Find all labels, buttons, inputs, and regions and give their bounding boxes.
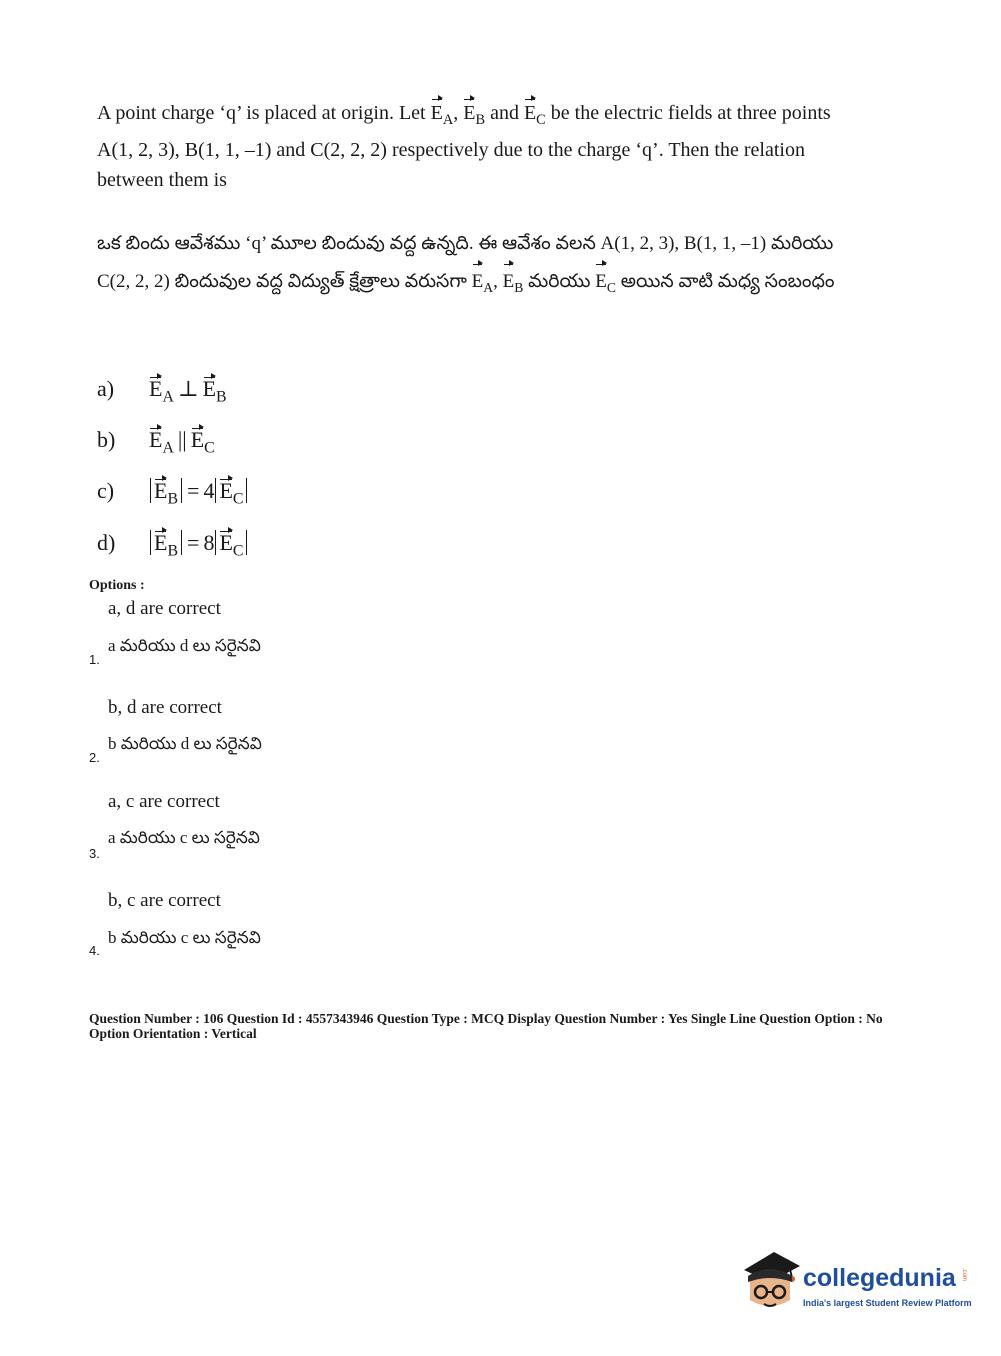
collegedunia-logo-text: collegedunia (803, 1264, 956, 1292)
option-1-english: a, d are correct (108, 598, 221, 619)
option-2-number: 2. (89, 750, 100, 765)
statement-d: d) $E_B = 8$ $E_C$ (97, 530, 248, 561)
question-text-telugu: ఒక బిందు ఆవేశము ‘q’ మూల బిందువు వద్ద ఉన్నది. ఈ ఆవేశం వలన A(1, 2, 3), B(1, 1, –1) మరియు C(2, 2, 2) బిందువుల వద్ద విద్యుత్ క్షేత్రాలు వరుసగా $E_A$, $E_B$ మరియు $E_C$ అయిన వాటి మధ్య సంబంధం (97, 225, 867, 307)
question-text-english: A point charge ‘q’ is placed at origin. Let $E_A$, $E_B$ and $E_C$ be the electric fields at three points A(1, 2, 3), B(1, 1, –1) and C(2, 2, 2) respectively due to the charge ‘q’. Then the relation between them is (97, 98, 867, 195)
statement-a: a) $E_A$ ⊥ $E_B$ (97, 376, 227, 406)
option-2-english: b, d are correct (108, 697, 222, 718)
statement-c: c) $E_B = 4$ $E_C$ (97, 478, 248, 509)
vector-E-A: E (431, 98, 443, 128)
option-3-english: a, c are correct (108, 791, 220, 812)
collegedunia-logo-dotcom: .com (961, 1268, 967, 1282)
vector-E-C: E (595, 263, 607, 301)
question-meta: Question Number : 106 Question Id : 4557343946 Question Type : MCQ Display Question Number : Yes Single Line Question Option : No Option Orientation : Vertical (89, 1011, 883, 1041)
option-3-telugu: a మరియు c లు సరైనవి (108, 828, 260, 847)
option-1-number: 1. (89, 652, 100, 667)
statement-b: b) $E_A$ || $E_C$ (97, 427, 215, 457)
option-4-english: b, c are correct (108, 890, 221, 911)
vector-E-A: E (472, 263, 484, 301)
collegedunia-tagline: India's largest Student Review Platform (803, 1298, 972, 1308)
option-2-telugu: b మరియు d లు సరైనవి (108, 734, 262, 753)
option-1-telugu: a మరియు d లు సరైనవి (108, 636, 261, 655)
options-title: Options : (89, 578, 145, 593)
vector-E-B: E (503, 263, 515, 301)
vector-E-C: E (524, 98, 536, 128)
option-3-number: 3. (89, 846, 100, 861)
vector-E-B: E (463, 98, 475, 128)
collegedunia-mascot-icon (740, 1248, 802, 1316)
option-4-number: 4. (89, 943, 100, 958)
option-4-telugu: b మరియు c లు సరైనవి (108, 928, 261, 947)
